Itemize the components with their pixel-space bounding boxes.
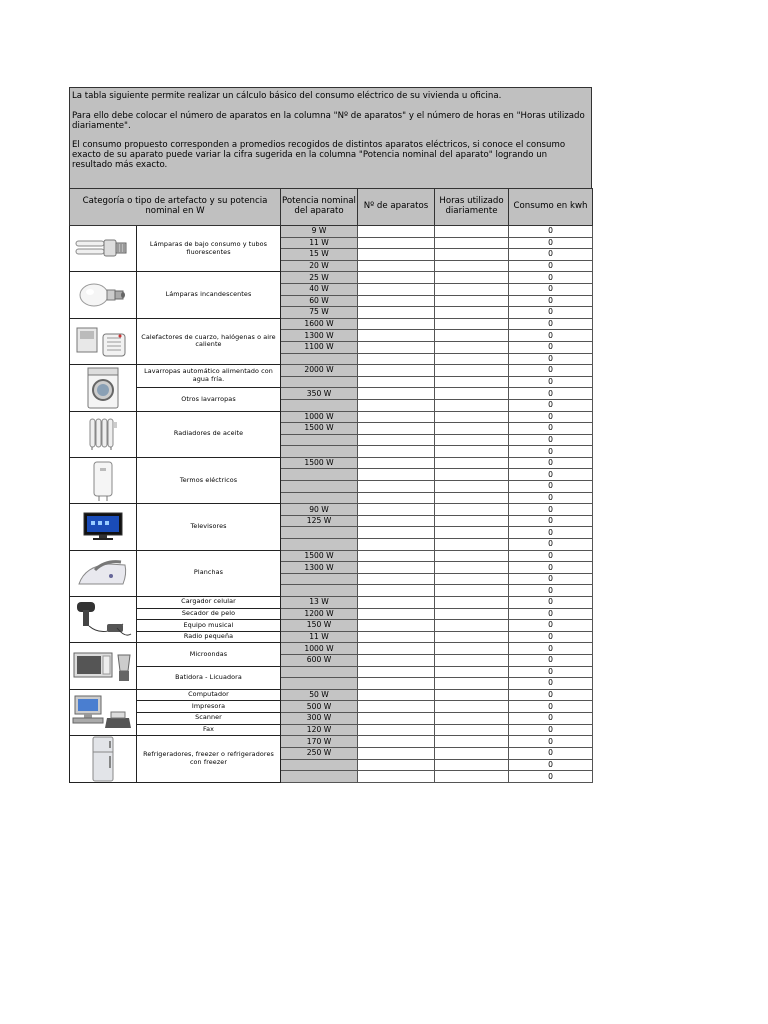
table-row bbox=[70, 724, 593, 736]
table-row bbox=[70, 411, 593, 423]
power-cell[interactable] bbox=[281, 481, 358, 493]
consumption-cell: 0 bbox=[509, 260, 593, 272]
hours-cell[interactable] bbox=[435, 701, 509, 713]
hours-cell[interactable] bbox=[435, 712, 509, 724]
consumption-cell: 0 bbox=[509, 457, 593, 469]
power-cell[interactable] bbox=[281, 434, 358, 446]
intro-box bbox=[69, 87, 592, 188]
power-cell[interactable]: 150 W bbox=[281, 620, 358, 632]
power-cell[interactable]: 60 W bbox=[281, 295, 358, 307]
table-row bbox=[70, 666, 593, 678]
power-cell[interactable] bbox=[281, 573, 358, 585]
power-cell[interactable]: 300 W bbox=[281, 712, 358, 724]
computer-icon bbox=[70, 689, 137, 735]
consumption-cell: 0 bbox=[509, 295, 593, 307]
power-cell[interactable]: 120 W bbox=[281, 724, 358, 736]
device-count-cell[interactable] bbox=[358, 539, 435, 551]
power-cell[interactable]: 170 W bbox=[281, 736, 358, 748]
washing-machine-icon bbox=[70, 365, 137, 411]
device-count-cell[interactable] bbox=[358, 678, 435, 690]
power-cell[interactable]: 2000 W bbox=[281, 365, 358, 377]
power-cell[interactable]: 40 W bbox=[281, 283, 358, 295]
device-count-cell[interactable] bbox=[358, 260, 435, 272]
hours-cell[interactable] bbox=[435, 759, 509, 771]
power-cell[interactable] bbox=[281, 399, 358, 411]
device-count-cell[interactable] bbox=[358, 562, 435, 574]
consumption-cell: 0 bbox=[509, 736, 593, 748]
consumption-cell: 0 bbox=[509, 573, 593, 585]
intro-line-1: La tabla siguiente permite realizar un cálculo básico del consumo eléctrico de su vivienda u oficina. bbox=[72, 91, 502, 101]
hours-cell[interactable] bbox=[435, 539, 509, 551]
consumption-cell: 0 bbox=[509, 585, 593, 597]
consumption-cell: 0 bbox=[509, 341, 593, 353]
device-count-cell[interactable] bbox=[358, 283, 435, 295]
hours-cell[interactable] bbox=[435, 249, 509, 261]
table-row bbox=[70, 608, 593, 620]
power-cell[interactable]: 11 W bbox=[281, 237, 358, 249]
device-count-cell[interactable] bbox=[358, 527, 435, 539]
device-count-cell[interactable] bbox=[358, 701, 435, 713]
device-count-cell[interactable] bbox=[358, 736, 435, 748]
hours-cell[interactable] bbox=[435, 631, 509, 643]
device-count-cell[interactable] bbox=[358, 365, 435, 377]
consumption-cell: 0 bbox=[509, 701, 593, 713]
consumption-cell: 0 bbox=[509, 678, 593, 690]
power-cell[interactable]: 1500 W bbox=[281, 457, 358, 469]
iron-icon bbox=[70, 550, 137, 596]
hours-cell[interactable] bbox=[435, 689, 509, 701]
category-label: Cargador celular bbox=[137, 597, 281, 609]
consumption-cell: 0 bbox=[509, 423, 593, 435]
consumption-cell: 0 bbox=[509, 330, 593, 342]
category-label: Lavarropas automático alimentado con agua fría. bbox=[137, 365, 281, 388]
device-count-cell[interactable] bbox=[358, 249, 435, 261]
power-cell[interactable]: 350 W bbox=[281, 388, 358, 400]
device-count-cell[interactable] bbox=[358, 666, 435, 678]
consumption-cell: 0 bbox=[509, 608, 593, 620]
power-cell[interactable] bbox=[281, 678, 358, 690]
device-count-cell[interactable] bbox=[358, 388, 435, 400]
power-cell[interactable] bbox=[281, 446, 358, 458]
hours-cell[interactable] bbox=[435, 527, 509, 539]
device-count-cell[interactable] bbox=[358, 492, 435, 504]
device-count-cell[interactable] bbox=[358, 411, 435, 423]
hours-cell[interactable] bbox=[435, 388, 509, 400]
hours-cell[interactable] bbox=[435, 643, 509, 655]
consumption-cell: 0 bbox=[509, 527, 593, 539]
consumption-cell: 0 bbox=[509, 643, 593, 655]
power-cell[interactable]: 15 W bbox=[281, 249, 358, 261]
power-cell[interactable]: 1000 W bbox=[281, 411, 358, 423]
consumption-cell: 0 bbox=[509, 399, 593, 411]
consumption-cell: 0 bbox=[509, 759, 593, 771]
consumption-cell: 0 bbox=[509, 446, 593, 458]
television-icon bbox=[70, 504, 137, 550]
hours-cell[interactable] bbox=[435, 597, 509, 609]
consumption-cell: 0 bbox=[509, 492, 593, 504]
category-label: Computador bbox=[137, 689, 281, 701]
device-count-cell[interactable] bbox=[358, 620, 435, 632]
consumption-cell: 0 bbox=[509, 771, 593, 783]
device-count-cell[interactable] bbox=[358, 515, 435, 527]
category-label: Radiadores de aceite bbox=[137, 411, 281, 457]
hours-cell[interactable] bbox=[435, 446, 509, 458]
device-count-cell[interactable] bbox=[358, 550, 435, 562]
consumption-cell: 0 bbox=[509, 411, 593, 423]
table-row bbox=[70, 701, 593, 713]
power-cell[interactable]: 500 W bbox=[281, 701, 358, 713]
hours-cell[interactable] bbox=[435, 654, 509, 666]
hours-cell[interactable] bbox=[435, 620, 509, 632]
hours-cell[interactable] bbox=[435, 434, 509, 446]
header-count: Nº de aparatos bbox=[358, 189, 435, 226]
cfl-bulb-icon bbox=[70, 226, 137, 272]
consumption-cell: 0 bbox=[509, 539, 593, 551]
hours-cell[interactable] bbox=[435, 295, 509, 307]
hours-cell[interactable] bbox=[435, 411, 509, 423]
hours-cell[interactable] bbox=[435, 283, 509, 295]
category-label: Impresora bbox=[137, 701, 281, 713]
consumption-cell: 0 bbox=[509, 272, 593, 284]
hours-cell[interactable] bbox=[435, 608, 509, 620]
header-category: Categoría o tipo de artefacto y su potencia nominal en W bbox=[70, 189, 281, 226]
incandescent-bulb-icon bbox=[70, 272, 137, 318]
consumption-cell: 0 bbox=[509, 689, 593, 701]
consumption-cell: 0 bbox=[509, 550, 593, 562]
hours-cell[interactable] bbox=[435, 237, 509, 249]
power-cell[interactable] bbox=[281, 492, 358, 504]
power-cell[interactable]: 20 W bbox=[281, 260, 358, 272]
category-label: Scanner bbox=[137, 712, 281, 724]
hours-cell[interactable] bbox=[435, 562, 509, 574]
consumption-cell: 0 bbox=[509, 376, 593, 388]
device-count-cell[interactable] bbox=[358, 341, 435, 353]
power-cell[interactable]: 600 W bbox=[281, 654, 358, 666]
consumption-cell: 0 bbox=[509, 353, 593, 365]
table-row bbox=[70, 272, 593, 284]
power-cell[interactable]: 11 W bbox=[281, 631, 358, 643]
hours-cell[interactable] bbox=[435, 272, 509, 284]
consumption-cell: 0 bbox=[509, 654, 593, 666]
consumption-cell: 0 bbox=[509, 237, 593, 249]
category-label: Secador de pelo bbox=[137, 608, 281, 620]
device-count-cell[interactable] bbox=[358, 585, 435, 597]
device-count-cell[interactable] bbox=[358, 457, 435, 469]
consumption-cell: 0 bbox=[509, 307, 593, 319]
consumption-cell: 0 bbox=[509, 666, 593, 678]
device-count-cell[interactable] bbox=[358, 504, 435, 516]
device-count-cell[interactable] bbox=[358, 307, 435, 319]
power-cell[interactable]: 250 W bbox=[281, 747, 358, 759]
device-count-cell[interactable] bbox=[358, 446, 435, 458]
hair-dryer-icon bbox=[70, 597, 137, 643]
power-cell[interactable] bbox=[281, 376, 358, 388]
header-power: Potencia nominal del aparato bbox=[281, 189, 358, 226]
hours-cell[interactable] bbox=[435, 307, 509, 319]
category-label: Lámparas incandescentes bbox=[137, 272, 281, 318]
power-cell[interactable] bbox=[281, 771, 358, 783]
hours-cell[interactable] bbox=[435, 492, 509, 504]
table-body bbox=[70, 226, 593, 783]
power-cell[interactable]: 1300 W bbox=[281, 330, 358, 342]
consumption-cell: 0 bbox=[509, 434, 593, 446]
hours-cell[interactable] bbox=[435, 376, 509, 388]
hours-cell[interactable] bbox=[435, 457, 509, 469]
power-cell[interactable] bbox=[281, 469, 358, 481]
category-label: Calefactores de cuarzo, halógenas o aire caliente bbox=[137, 318, 281, 364]
hours-cell[interactable] bbox=[435, 504, 509, 516]
consumption-cell: 0 bbox=[509, 365, 593, 377]
table-row bbox=[70, 643, 593, 655]
heater-icon bbox=[70, 318, 137, 364]
device-count-cell[interactable] bbox=[358, 747, 435, 759]
device-count-cell[interactable] bbox=[358, 643, 435, 655]
power-cell[interactable]: 1600 W bbox=[281, 318, 358, 330]
power-cell[interactable]: 1100 W bbox=[281, 341, 358, 353]
consumption-cell: 0 bbox=[509, 504, 593, 516]
consumption-cell: 0 bbox=[509, 283, 593, 295]
oil-radiator-icon bbox=[70, 411, 137, 457]
table-row bbox=[70, 318, 593, 330]
hours-cell[interactable] bbox=[435, 736, 509, 748]
device-count-cell[interactable] bbox=[358, 608, 435, 620]
table-row bbox=[70, 504, 593, 516]
power-cell[interactable]: 1000 W bbox=[281, 643, 358, 655]
consumption-cell: 0 bbox=[509, 562, 593, 574]
category-label: Termos eléctricos bbox=[137, 457, 281, 503]
consumption-cell: 0 bbox=[509, 712, 593, 724]
hours-cell[interactable] bbox=[435, 318, 509, 330]
hours-cell[interactable] bbox=[435, 260, 509, 272]
table-row bbox=[70, 631, 593, 643]
consumption-cell: 0 bbox=[509, 724, 593, 736]
device-count-cell[interactable] bbox=[358, 330, 435, 342]
intro-line-3: El consumo propuesto corresponden a promedios recogidos de distintos aparatos eléctricos, si conoce el consumo exacto de su aparato puede variar la cifra sugerida en la columna "Potencia nominal del aparato" logrando un resultado más exacto. bbox=[72, 140, 566, 170]
category-label: Otros lavarropas bbox=[137, 388, 281, 411]
device-count-cell[interactable] bbox=[358, 759, 435, 771]
table-row bbox=[70, 712, 593, 724]
category-label: Batidora - Licuadora bbox=[137, 666, 281, 689]
hours-cell[interactable] bbox=[435, 724, 509, 736]
hours-cell[interactable] bbox=[435, 226, 509, 238]
refrigerator-icon bbox=[70, 736, 137, 783]
power-cell[interactable]: 125 W bbox=[281, 515, 358, 527]
device-count-cell[interactable] bbox=[358, 226, 435, 238]
consumption-cell: 0 bbox=[509, 597, 593, 609]
consumption-table bbox=[69, 188, 593, 783]
power-cell[interactable]: 50 W bbox=[281, 689, 358, 701]
device-count-cell[interactable] bbox=[358, 295, 435, 307]
consumption-cell: 0 bbox=[509, 620, 593, 632]
table-row bbox=[70, 226, 593, 238]
device-count-cell[interactable] bbox=[358, 631, 435, 643]
category-label: Refrigeradores, freezer o refrigeradores con freezer bbox=[137, 736, 281, 783]
device-count-cell[interactable] bbox=[358, 469, 435, 481]
hours-cell[interactable] bbox=[435, 399, 509, 411]
hours-cell[interactable] bbox=[435, 678, 509, 690]
hours-cell[interactable] bbox=[435, 747, 509, 759]
device-count-cell[interactable] bbox=[358, 423, 435, 435]
device-count-cell[interactable] bbox=[358, 237, 435, 249]
consumption-cell: 0 bbox=[509, 631, 593, 643]
hours-cell[interactable] bbox=[435, 365, 509, 377]
power-cell[interactable]: 25 W bbox=[281, 272, 358, 284]
power-cell[interactable]: 13 W bbox=[281, 597, 358, 609]
power-cell[interactable] bbox=[281, 585, 358, 597]
hours-cell[interactable] bbox=[435, 585, 509, 597]
hours-cell[interactable] bbox=[435, 666, 509, 678]
category-label: Microondas bbox=[137, 643, 281, 666]
hours-cell[interactable] bbox=[435, 550, 509, 562]
power-cell[interactable]: 90 W bbox=[281, 504, 358, 516]
device-count-cell[interactable] bbox=[358, 434, 435, 446]
hours-cell[interactable] bbox=[435, 573, 509, 585]
spreadsheet bbox=[69, 87, 592, 783]
device-count-cell[interactable] bbox=[358, 597, 435, 609]
power-cell[interactable] bbox=[281, 666, 358, 678]
hours-cell[interactable] bbox=[435, 771, 509, 783]
category-label: Equipo musical bbox=[137, 620, 281, 632]
header-consumption: Consumo en kwh bbox=[509, 189, 593, 226]
consumption-cell: 0 bbox=[509, 469, 593, 481]
consumption-cell: 0 bbox=[509, 249, 593, 261]
power-cell[interactable] bbox=[281, 539, 358, 551]
table-row bbox=[70, 365, 593, 377]
device-count-cell[interactable] bbox=[358, 353, 435, 365]
table-row bbox=[70, 620, 593, 632]
hours-cell[interactable] bbox=[435, 423, 509, 435]
power-cell[interactable]: 75 W bbox=[281, 307, 358, 319]
power-cell[interactable]: 1500 W bbox=[281, 550, 358, 562]
microwave-icon bbox=[70, 643, 137, 689]
consumption-cell: 0 bbox=[509, 747, 593, 759]
device-count-cell[interactable] bbox=[358, 654, 435, 666]
category-label: Televisores bbox=[137, 504, 281, 550]
category-label: Lámparas de bajo consumo y tubos fluorescentes bbox=[137, 226, 281, 272]
consumption-cell: 0 bbox=[509, 226, 593, 238]
table-row bbox=[70, 736, 593, 748]
table-row bbox=[70, 550, 593, 562]
power-cell[interactable] bbox=[281, 353, 358, 365]
hours-cell[interactable] bbox=[435, 469, 509, 481]
device-count-cell[interactable] bbox=[358, 318, 435, 330]
hours-cell[interactable] bbox=[435, 481, 509, 493]
device-count-cell[interactable] bbox=[358, 481, 435, 493]
table-row bbox=[70, 388, 593, 400]
power-cell[interactable]: 1300 W bbox=[281, 562, 358, 574]
table-row bbox=[70, 689, 593, 701]
device-count-cell[interactable] bbox=[358, 573, 435, 585]
device-count-cell[interactable] bbox=[358, 771, 435, 783]
power-cell[interactable]: 1200 W bbox=[281, 608, 358, 620]
hours-cell[interactable] bbox=[435, 341, 509, 353]
power-cell[interactable] bbox=[281, 527, 358, 539]
header-hours: Horas utilizado diariamente bbox=[435, 189, 509, 226]
power-cell[interactable] bbox=[281, 759, 358, 771]
device-count-cell[interactable] bbox=[358, 724, 435, 736]
table-row bbox=[70, 597, 593, 609]
hours-cell[interactable] bbox=[435, 515, 509, 527]
hours-cell[interactable] bbox=[435, 353, 509, 365]
power-cell[interactable]: 1500 W bbox=[281, 423, 358, 435]
device-count-cell[interactable] bbox=[358, 272, 435, 284]
hours-cell[interactable] bbox=[435, 330, 509, 342]
table-row bbox=[70, 457, 593, 469]
consumption-cell: 0 bbox=[509, 481, 593, 493]
device-count-cell[interactable] bbox=[358, 399, 435, 411]
consumption-cell: 0 bbox=[509, 388, 593, 400]
device-count-cell[interactable] bbox=[358, 712, 435, 724]
consumption-cell: 0 bbox=[509, 515, 593, 527]
category-label: Fax bbox=[137, 724, 281, 736]
device-count-cell[interactable] bbox=[358, 689, 435, 701]
consumption-cell: 0 bbox=[509, 318, 593, 330]
category-label: Planchas bbox=[137, 550, 281, 596]
header-row bbox=[70, 189, 593, 226]
device-count-cell[interactable] bbox=[358, 376, 435, 388]
water-heater-icon bbox=[70, 457, 137, 503]
intro-line-2: Para ello debe colocar el número de aparatos en la columna "Nº de aparatos" y el número de horas en "Horas utilizado diariamente". bbox=[72, 110, 585, 131]
power-cell[interactable]: 9 W bbox=[281, 226, 358, 238]
category-label: Radio pequeña bbox=[137, 631, 281, 643]
